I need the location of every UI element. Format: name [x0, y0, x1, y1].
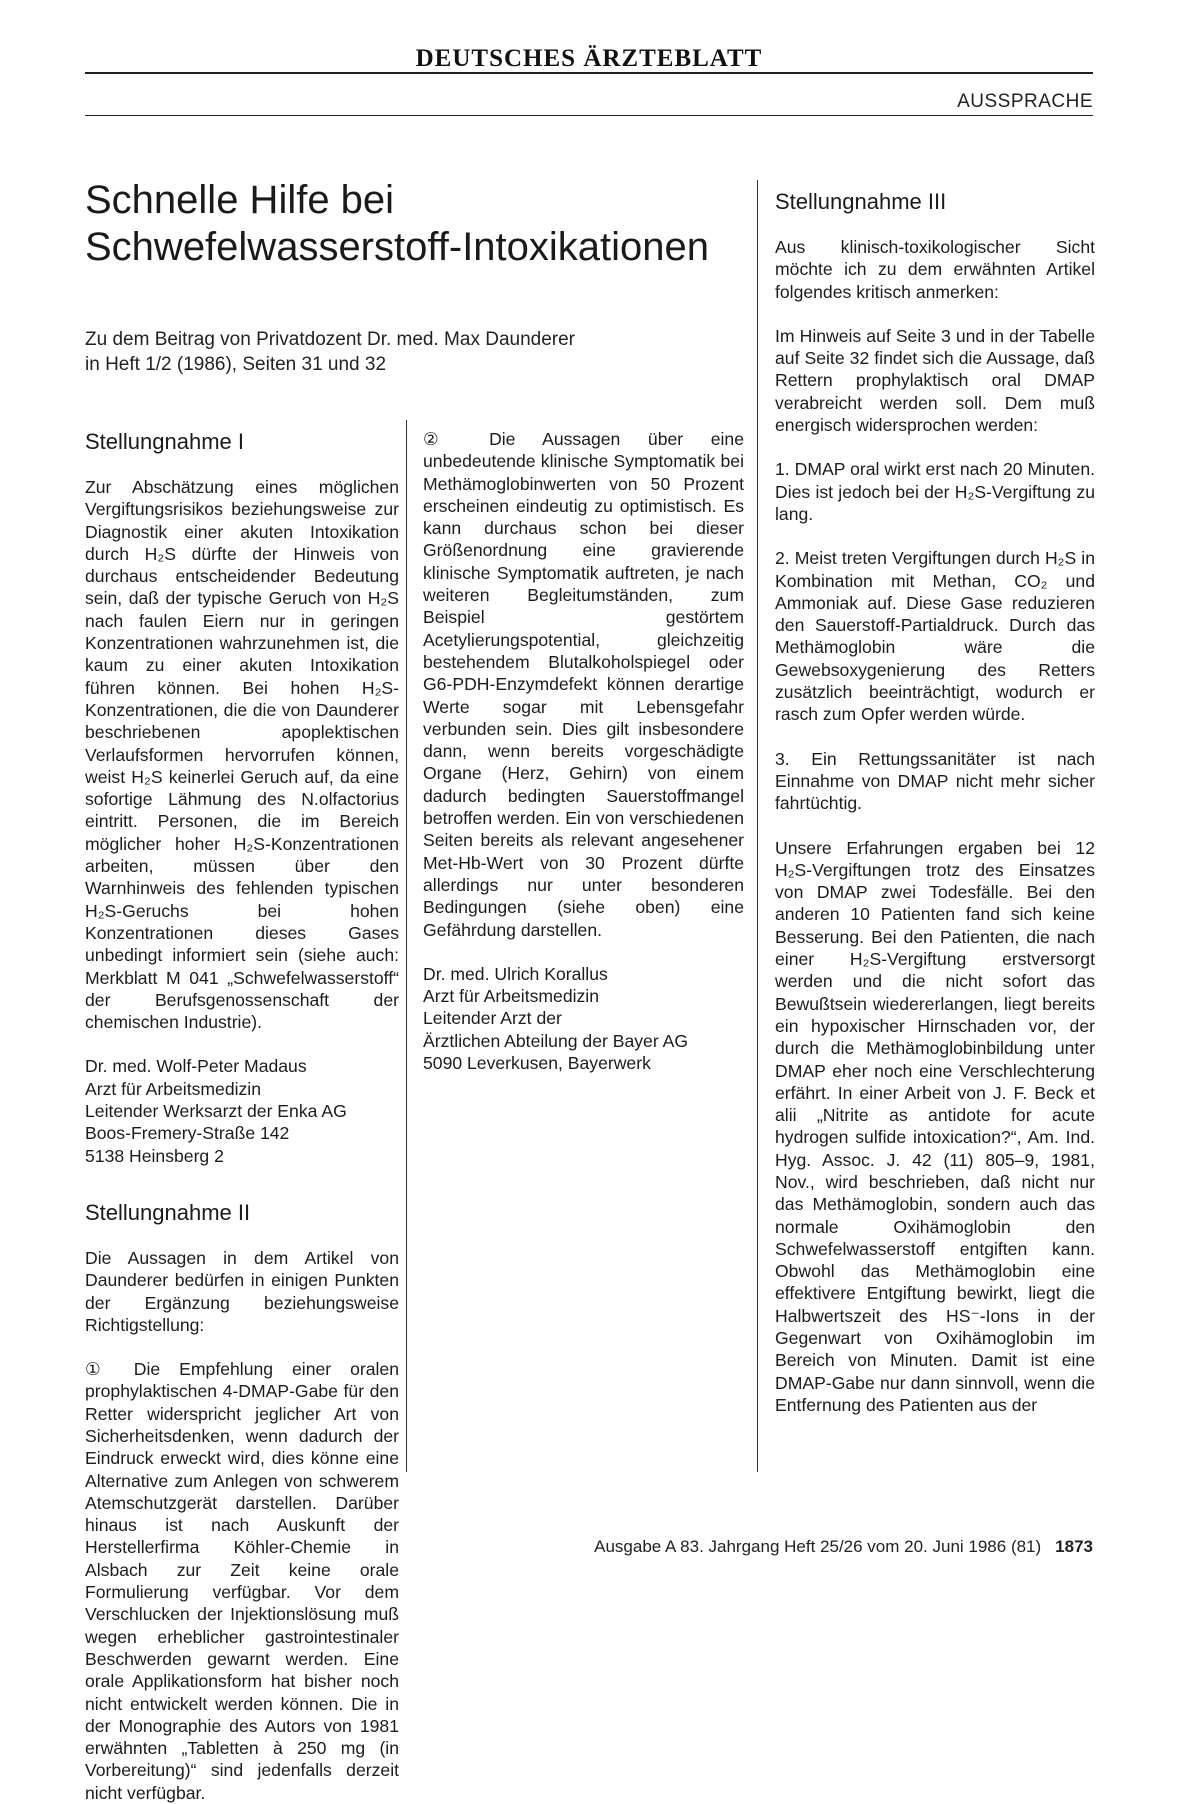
- title-line: Schwefelwasserstoff-Intoxikationen: [85, 225, 710, 269]
- masthead: DEUTSCHES ÄRZTEBLATT: [415, 45, 763, 72]
- page-number: 1873: [1055, 1537, 1093, 1556]
- statement-2-point-2: ② Die Aussagen über eine unbedeutende klinische Symptomatik bei Methämoglobinwerten von 50 Prozent erscheinen eindeutig zu optimistisch. Es kann durchaus schon bei dieser Größenordnung eine gravierende klinische Symptomatik auftreten, je nach weiteren Begleitumständen, zum Beispiel gestörtem Acetylierungspotential, gleichzeitig bestehendem Blutalkoholspiegel oder G6-PDH-Enzymdefekt können derartige Werte sogar mit Lebensgefahr verbunden sein. Dies gilt insbesondere dann, wenn bereits vorgeschädigte Organe (Herz, Gehirn) von einem dadurch bedingten Sauerstoffmangel betroffen werden. Ein von verschiedenen Seiten bereits als relevant angesehener Met-Hb-Wert von 30 Prozent dürfte allerdings nur unter besonderen Bedingungen (siehe oben) eine Gefährdung darstellen.: [423, 429, 744, 940]
- author-line: Leitender Werksarzt der Enka AG: [85, 1101, 347, 1122]
- author-line: 5138 Heinsberg 2: [85, 1145, 224, 1166]
- masthead-rule: [85, 72, 1093, 74]
- statement-3-point-3: 3. Ein Rettungssanitäter ist nach Einnahme von DMAP nicht mehr sicher fahrtüchtig.: [775, 748, 1095, 814]
- author-line: Leitender Arzt der: [423, 1008, 562, 1029]
- author-line: Boos-Fremery-Straße 142: [85, 1123, 290, 1144]
- author-line: Ärztlichen Abteilung der Bayer AG: [423, 1030, 689, 1051]
- author-name: Dr. med. Ulrich Korallus: [423, 963, 608, 984]
- author-line: Arzt für Arbeitsmedizin: [423, 986, 599, 1007]
- header-rule: [85, 115, 1093, 116]
- subtitle-line: Zu dem Beitrag von Privatdozent Dr. med. Max Daunderer: [85, 329, 576, 350]
- author-name: Dr. med. Wolf-Peter Madaus: [85, 1056, 307, 1077]
- statement-3-heading: Stellungnahme III: [775, 189, 947, 214]
- column-divider: [757, 180, 758, 1472]
- page-footer: [594, 1536, 1093, 1558]
- article-subtitle: [85, 327, 765, 377]
- statement-3-intro: Aus klinisch-toxikologischer Sicht möchte ich zu dem erwähnten Artikel folgendes kritisch anmerken:: [775, 237, 1095, 302]
- subtitle-line: in Heft 1/2 (1986), Seiten 31 und 32: [85, 354, 387, 375]
- statement-1-heading: Stellungnahme I: [85, 429, 244, 454]
- statement-3-text: Im Hinweis auf Seite 3 und in der Tabelle auf Seite 32 findet sich die Aussage, daß Rettern prophylaktisch oral DMAP verabreicht werden soll. Dem muß energisch widersprochen werden:: [775, 325, 1095, 436]
- section-label: AUSSPRACHE: [957, 91, 1093, 112]
- statement-3-point-2: 2. Meist treten Vergiftungen durch H₂S in Kombination mit Methan, CO₂ und Ammoniak auf. Diese Gase reduzieren den Sauerstoff-Partialdruck. Durch das Methämoglobin wäre die Gewebsoxygenierung des Retters zusätzlich beeinträchtigt, wodurch er rasch zum Opfer werden würde.: [775, 548, 1095, 725]
- statement-1-text: Zur Abschätzung eines möglichen Vergiftungsrisikos beziehungsweise zur Diagnostik einer akuten Intoxikation durch H₂S dürfte der Hinweis von durchaus entscheidender Bedeutung sein, daß der typische Geruch von H₂S nach faulen Eiern nur in geringen Konzentrationen wahrzunehmen ist, die kaum zu einer akuten Intoxikation führen können. Bei hohen H₂S-Konzentrationen, die die von Daunderer beschriebenen apoplektischen Verlaufsformen hervorrufen können, weist H₂S keinerlei Geruch auf, da eine sofortige Lähmung des N.olfactorius eintritt. Personen, die im Bereich möglicher hoher H₂S-Konzentrationen arbeiten, müssen über den Warnhinweis des fehlenden typischen H₂S-Geruchs bei hohen Konzentrationen dieses Gases unbedingt informiert sein (siehe auch: Merkblatt M 041 „Schwefelwasserstoff“ der Berufsgenossenschaft der chemischen Industrie).: [85, 477, 399, 1033]
- article-title: [85, 177, 765, 271]
- statement-1-author: [85, 1055, 399, 1166]
- statement-2-intro: Die Aussagen in dem Artikel von Daunderer bedürfen in einigen Punkten der Ergänzung beziehungsweise Richtigstellung:: [85, 1247, 399, 1335]
- statement-3-experience: Unsere Erfahrungen ergaben bei 12 H₂S-Vergiftungen trotz des Einsatzes von DMAP zwei Todesfälle. Bei den anderen 10 Patienten fand sich keine Besserung. Bei den Patienten, die nach einer H₂S-Vergiftung erstversorgt werden und die nicht sofort das Bewußtsein wiedererlangen, liegt bereits ein hypoxischer Hirnschaden vor, der durch die Methämoglobinbildung unter DMAP eher noch eine Verschlechterung erfährt. In einer Arbeit von J. F. Beck et alii „Nitrite as antidote for acute hydrogen sulfide intoxication?“, Am. Ind. Hyg. Assoc. J. 42 (11) 805–9, 1981, Nov., wird beschrieben, daß nicht nur das Methämoglobin, sondern auch das normale Oxihämoglobin den Schwefelwasserstoff entgiften kann. Obwohl das Methämoglobin eine effektivere Entgiftung bewirkt, liegt die Halbwertszeit des HS⁻-Ions in der Gegenwart von Oxihämoglobin im Bereich von Minuten. Damit ist eine DMAP-Gabe nur dann sinnvoll, wenn die Entfernung des Patienten aus der: [775, 837, 1095, 1415]
- title-line: Schnelle Hilfe bei: [85, 178, 395, 222]
- statement-2-heading: Stellungnahme II: [85, 1199, 251, 1225]
- author-line: 5090 Leverkusen, Bayerwerk: [423, 1053, 651, 1074]
- column-1: [85, 428, 399, 1804]
- statement-2-author: [423, 963, 744, 1074]
- column-divider: [406, 420, 407, 1472]
- statement-3-point-1: 1. DMAP oral wirkt erst nach 20 Minuten. Dies ist jedoch bei der H₂S-Vergiftung zu lang.: [775, 459, 1095, 524]
- author-line: Arzt für Arbeitsmedizin: [85, 1078, 261, 1099]
- statement-2-point-1: ① Die Empfehlung einer oralen prophylaktischen 4-DMAP-Gabe für den Retter widerspricht jeglicher Art von Sicherheitsdenken, wenn dadurch der Eindruck erweckt wird, dies könne eine Alternative zum Anlegen von schwerem Atemschutzgerät darstellen. Darüber hinaus ist nach Auskunft der Herstellerfirma Köhler-Chemie in Alsbach zur Zeit keine orale Formulierung verfügbar. Vor dem Verschlucken der Injektionslösung muß wegen erheblicher gastrointestinaler Beschwerden gewarnt werden. Eine orale Applikationsform hat bisher noch nicht entwickelt werden können. Die in der Monographie des Autors von 1981 erwähnten „Tabletten à 250 mg (in Vorbereitung)“ sind jedenfalls derzeit nicht verfügbar.: [85, 1359, 399, 1803]
- issue-info: Ausgabe A 83. Jahrgang Heft 25/26 vom 20. Juni 1986 (81): [594, 1537, 1042, 1556]
- column-2: [423, 428, 744, 1074]
- column-3: [775, 188, 1095, 1416]
